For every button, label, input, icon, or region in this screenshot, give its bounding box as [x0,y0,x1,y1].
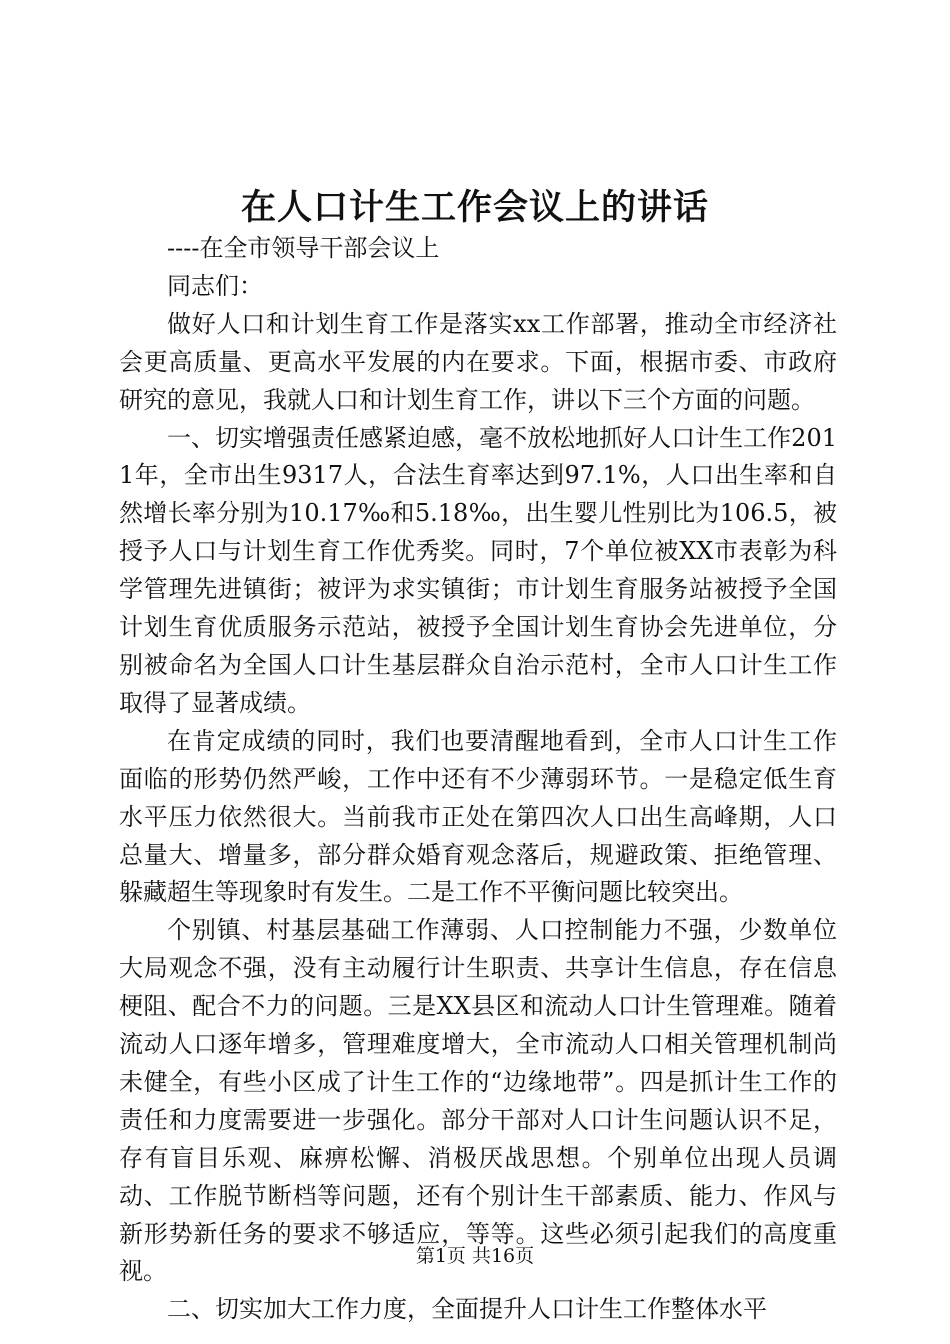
paragraph-section-two: 二、切实加大工作力度，全面提升人口计生工作整体水平 [167,1295,767,1324]
subtitle-line: ----在全市领导干部会议上 [167,234,440,262]
paragraph-challenges: 在肯定成绩的同时，我们也要清醒地看到，全市人口计生工作面临的形势仍然严峻，工作中还有不少薄弱环节。一是稳定低生育水平压力依然很大。当前我市正处在第四次人口出生高峰期，人口总量大、增量多，部分群众婚育观念落后，规避政策、拒绝管理、躲藏超生等现象时有发生。二是工作不平衡问题比较突出。 [119,726,837,907]
document-title: 在人口计生工作会议上的讲话 [240,187,709,228]
greeting-line: 同志们： [167,271,263,300]
paragraph-problems: 个别镇、村基层基础工作薄弱、人口控制能力不强，少数单位大局观念不强，没有主动履行计生职责、共享计生信息，存在信息梗阻、配合不力的问题。三是XX县区和流动人口计生管理难。随着流动人口逐年增多，管理难度增大，全市流动人口相关管理机制尚未健全，有些小区成了计生工作的“边缘地带”。四是抓计生工作的责任和力度需要进一步强化。部分干部对人口计生问题认识不足，存有盲目乐观、麻痹松懈、消极厌战思想。个别单位出现人员调动、工作脱节断档等问题，还有个别计生干部素质、能力、作风与新形势新任务的要求不够适应，等等。这些必须引起我们的高度重视。 [119,916,837,1286]
page-number-footer: 第1页 共16页 [415,1245,535,1267]
document-body [119,230,837,1329]
paragraph-section-one: 一、切实增强责任感紧迫感，毫不放松地抓好人口计生工作2011年，全市出生9317人，合法生育率达到97.1%，人口出生率和自然增长率分别为10.17‰和5.18‰，出生婴儿性别比为106.5，被授予人口与计划生育工作优秀奖。同时，7个单位被XX市表彰为科学管理先进镇街；被评为求实镇街；市计划生育服务站被授予全国计划生育优质服务示范站，被授予全国计划生育协会先进单位，分别被命名为全国人口计生基层群众自治示范村，全市人口计生工作取得了显著成绩。 [119,423,837,717]
paragraph-intro: 做好人口和计划生育工作是落实xx工作部署，推动全市经济社会更高质量、更高水平发展的内在要求。下面，根据市委、市政府研究的意见，我就人口和计划生育工作，讲以下三个方面的问题。 [119,309,837,414]
